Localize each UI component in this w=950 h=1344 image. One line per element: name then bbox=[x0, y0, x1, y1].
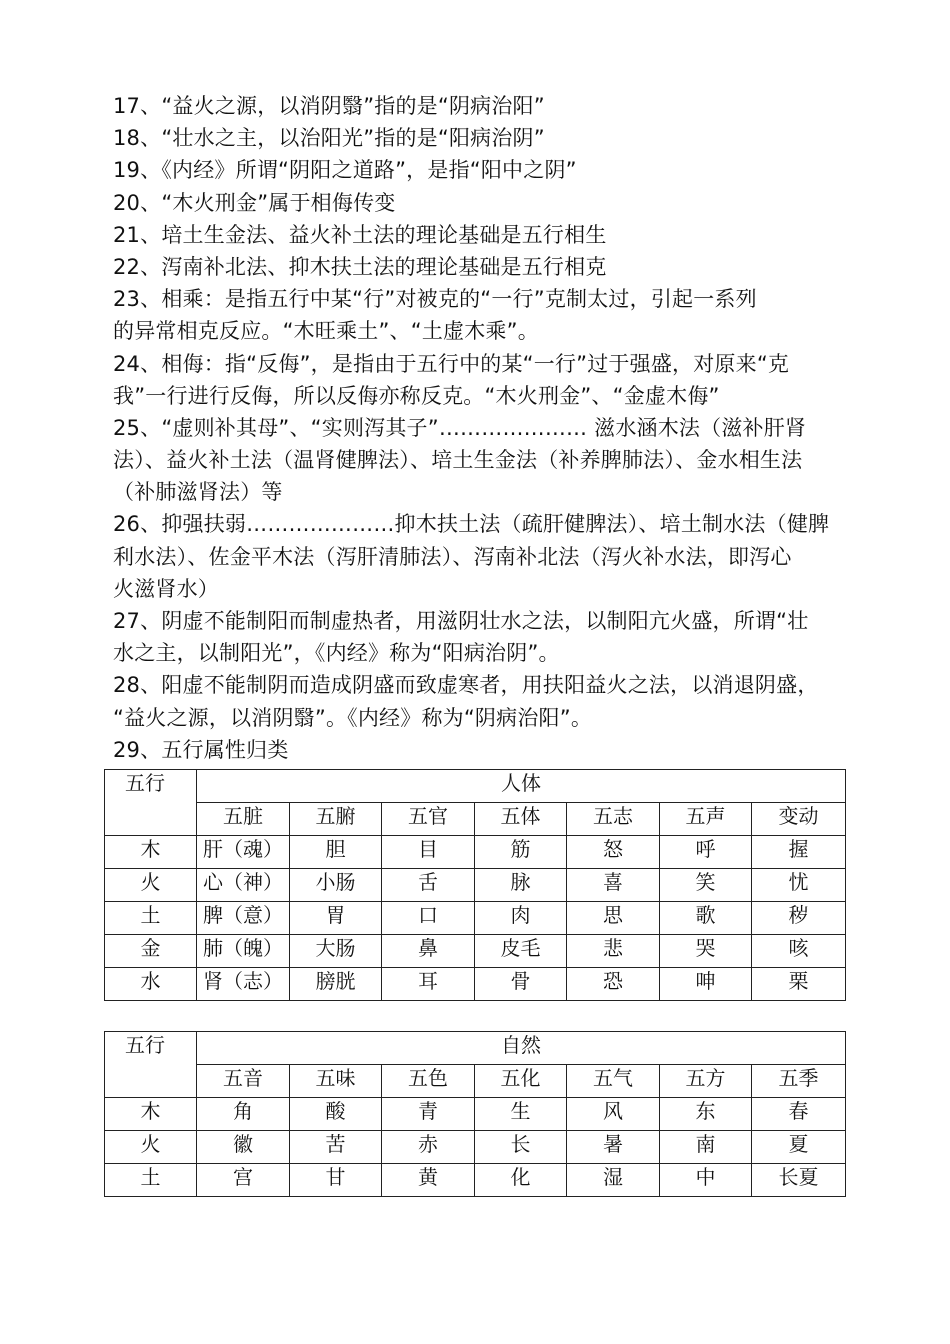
column-header: 五体 bbox=[475, 803, 567, 836]
table-cell: 中 bbox=[660, 1164, 752, 1197]
table-cell: 喜 bbox=[567, 869, 660, 902]
table-cell: 角 bbox=[197, 1098, 290, 1131]
body-attributes-table bbox=[104, 769, 846, 1001]
table-cell: 心（神） bbox=[197, 869, 290, 902]
text-line: （补肺滋肾法）等 bbox=[113, 480, 283, 505]
table-cell: 呻 bbox=[660, 968, 752, 1001]
column-header: 五声 bbox=[660, 803, 752, 836]
table-cell: 黄 bbox=[382, 1164, 475, 1197]
text-line: 20、“木火刑金”属于相侮传变 bbox=[113, 190, 396, 215]
table-cell: 春 bbox=[752, 1098, 846, 1131]
text-line: 22、泻南补北法、抑木扶土法的理论基础是五行相克 bbox=[113, 254, 607, 279]
nature-attributes-table bbox=[104, 1031, 846, 1197]
table-cell: 皮毛 bbox=[475, 935, 567, 968]
column-header: 五腑 bbox=[290, 803, 382, 836]
table-cell: 土 bbox=[105, 1164, 197, 1197]
group-header: 人体 bbox=[197, 770, 846, 803]
table-row bbox=[105, 869, 846, 902]
table-cell: 肉 bbox=[475, 902, 567, 935]
table-cell: 小肠 bbox=[290, 869, 382, 902]
table-cell: 长 bbox=[475, 1131, 567, 1164]
column-header: 五志 bbox=[567, 803, 660, 836]
column-header: 五化 bbox=[475, 1065, 567, 1098]
table-cell: 哭 bbox=[660, 935, 752, 968]
table-cell: 木 bbox=[105, 836, 197, 869]
table-cell: 宫 bbox=[197, 1164, 290, 1197]
column-header: 五官 bbox=[382, 803, 475, 836]
table-cell: 呼 bbox=[660, 836, 752, 869]
text-line: “益火之源，以消阴翳”。《内经》称为“阴病治阳”。 bbox=[113, 705, 593, 730]
text-line: 火滋肾水） bbox=[113, 576, 219, 601]
table-cell: 土 bbox=[105, 902, 197, 935]
table-cell: 胆 bbox=[290, 836, 382, 869]
text-line: 26、抑强扶弱…………………抑木扶土法（疏肝健脾法）、培土制水法（健脾 bbox=[113, 512, 830, 537]
text-line: 21、培土生金法、益火补土法的理论基础是五行相生 bbox=[113, 222, 607, 247]
column-header: 五味 bbox=[290, 1065, 382, 1098]
notes-text-block bbox=[113, 90, 853, 766]
table-cell: 舌 bbox=[382, 869, 475, 902]
table-cell: 赤 bbox=[382, 1131, 475, 1164]
table-cell: 肝（魂） bbox=[197, 836, 290, 869]
table-cell: 徽 bbox=[197, 1131, 290, 1164]
table-cell: 苦 bbox=[290, 1131, 382, 1164]
table-cell: 木 bbox=[105, 1098, 197, 1131]
table-cell: 歌 bbox=[660, 902, 752, 935]
table-row bbox=[105, 836, 846, 869]
table-cell: 南 bbox=[660, 1131, 752, 1164]
text-line: 17、“益火之源，以消阴翳”指的是“阴病治阳” bbox=[113, 94, 545, 118]
column-header: 五色 bbox=[382, 1065, 475, 1098]
column-header: 变动 bbox=[752, 803, 846, 836]
table-cell: 湿 bbox=[567, 1164, 660, 1197]
corner-header: 五行 bbox=[105, 1032, 197, 1098]
table-cell: 肾（志） bbox=[197, 968, 290, 1001]
text-line: 18、“壮水之主，以治阳光”指的是“阳病治阴” bbox=[113, 126, 545, 151]
table-row bbox=[105, 1098, 846, 1131]
column-header: 五音 bbox=[197, 1065, 290, 1098]
table-cell: 恐 bbox=[567, 968, 660, 1001]
table-cell: 秽 bbox=[752, 902, 846, 935]
table-cell: 笑 bbox=[660, 869, 752, 902]
table-cell: 目 bbox=[382, 836, 475, 869]
table-cell: 胃 bbox=[290, 902, 382, 935]
table-cell: 口 bbox=[382, 902, 475, 935]
table-row bbox=[105, 902, 846, 935]
corner-header: 五行 bbox=[105, 770, 197, 836]
column-header: 五脏 bbox=[197, 803, 290, 836]
table-row bbox=[105, 1164, 846, 1197]
table-cell: 生 bbox=[475, 1098, 567, 1131]
table-cell: 火 bbox=[105, 869, 197, 902]
table-cell: 脾（意） bbox=[197, 902, 290, 935]
table-cell: 握 bbox=[752, 836, 846, 869]
table-cell: 酸 bbox=[290, 1098, 382, 1131]
column-header: 五气 bbox=[567, 1065, 660, 1098]
table-cell: 怒 bbox=[567, 836, 660, 869]
table-cell: 化 bbox=[475, 1164, 567, 1197]
table-cell: 甘 bbox=[290, 1164, 382, 1197]
table-cell: 筋 bbox=[475, 836, 567, 869]
text-line: 19、《内经》所谓“阴阳之道路”，是指“阳中之阴” bbox=[113, 158, 577, 183]
text-line: 25、“虚则补其母”、“实则泻其子”………………… 滋水涵木法（滋补肝肾 bbox=[113, 415, 807, 440]
table-cell: 肺（魄） bbox=[197, 935, 290, 968]
text-line: 利水法）、佐金平木法（泻肝清肺法）、泻南补北法（泻火补水法，即泻心 bbox=[113, 544, 792, 569]
column-header: 五季 bbox=[752, 1065, 846, 1098]
table-cell: 思 bbox=[567, 902, 660, 935]
table-row bbox=[105, 968, 846, 1001]
column-header: 五方 bbox=[660, 1065, 752, 1098]
text-line: 27、阴虚不能制阳而制虚热者，用滋阴壮水之法，以制阳亢火盛，所谓“壮 bbox=[113, 609, 809, 633]
table-cell: 金 bbox=[105, 935, 197, 968]
table-cell: 脉 bbox=[475, 869, 567, 902]
table-cell: 夏 bbox=[752, 1131, 846, 1164]
table-cell: 骨 bbox=[475, 968, 567, 1001]
table-cell: 暑 bbox=[567, 1131, 660, 1164]
table-cell: 东 bbox=[660, 1098, 752, 1131]
text-line: 23、相乘：是指五行中某“行”对被克的“一行”克制太过，引起一系列 bbox=[113, 287, 757, 312]
table-cell: 咳 bbox=[752, 935, 846, 968]
table-cell: 风 bbox=[567, 1098, 660, 1131]
table-cell: 长夏 bbox=[752, 1164, 846, 1197]
table-cell: 耳 bbox=[382, 968, 475, 1001]
table-cell: 火 bbox=[105, 1131, 197, 1164]
text-line: 28、阳虚不能制阴而造成阴盛而致虚寒者，用扶阳益火之法，以消退阴盛， bbox=[113, 673, 819, 698]
table-row bbox=[105, 1131, 846, 1164]
table-cell: 青 bbox=[382, 1098, 475, 1131]
text-line: 法）、益火补土法（温肾健脾法）、培土生金法（补养脾肺法）、金水相生法 bbox=[113, 448, 803, 473]
text-line: 水之主，以制阳光”，《内经》称为“阳病治阴”。 bbox=[113, 641, 560, 666]
text-line: 的异常相克反应。“木旺乘土”、“土虚木乘”。 bbox=[113, 319, 539, 344]
text-line: 我”一行进行反侮，所以反侮亦称反克。“木火刑金”、“金虚木侮” bbox=[113, 383, 720, 408]
table-cell: 栗 bbox=[752, 968, 846, 1001]
group-header: 自然 bbox=[197, 1032, 846, 1065]
text-line: 24、相侮：指“反侮”，是指由于五行中的某“一行”过于强盛，对原来“克 bbox=[113, 351, 790, 376]
text-line: 29、五行属性归类 bbox=[113, 737, 289, 762]
table-cell: 悲 bbox=[567, 935, 660, 968]
table-cell: 水 bbox=[105, 968, 197, 1001]
table-cell: 忧 bbox=[752, 869, 846, 902]
table-cell: 鼻 bbox=[382, 935, 475, 968]
table-row bbox=[105, 935, 846, 968]
table-cell: 大肠 bbox=[290, 935, 382, 968]
table-cell: 膀胱 bbox=[290, 968, 382, 1001]
